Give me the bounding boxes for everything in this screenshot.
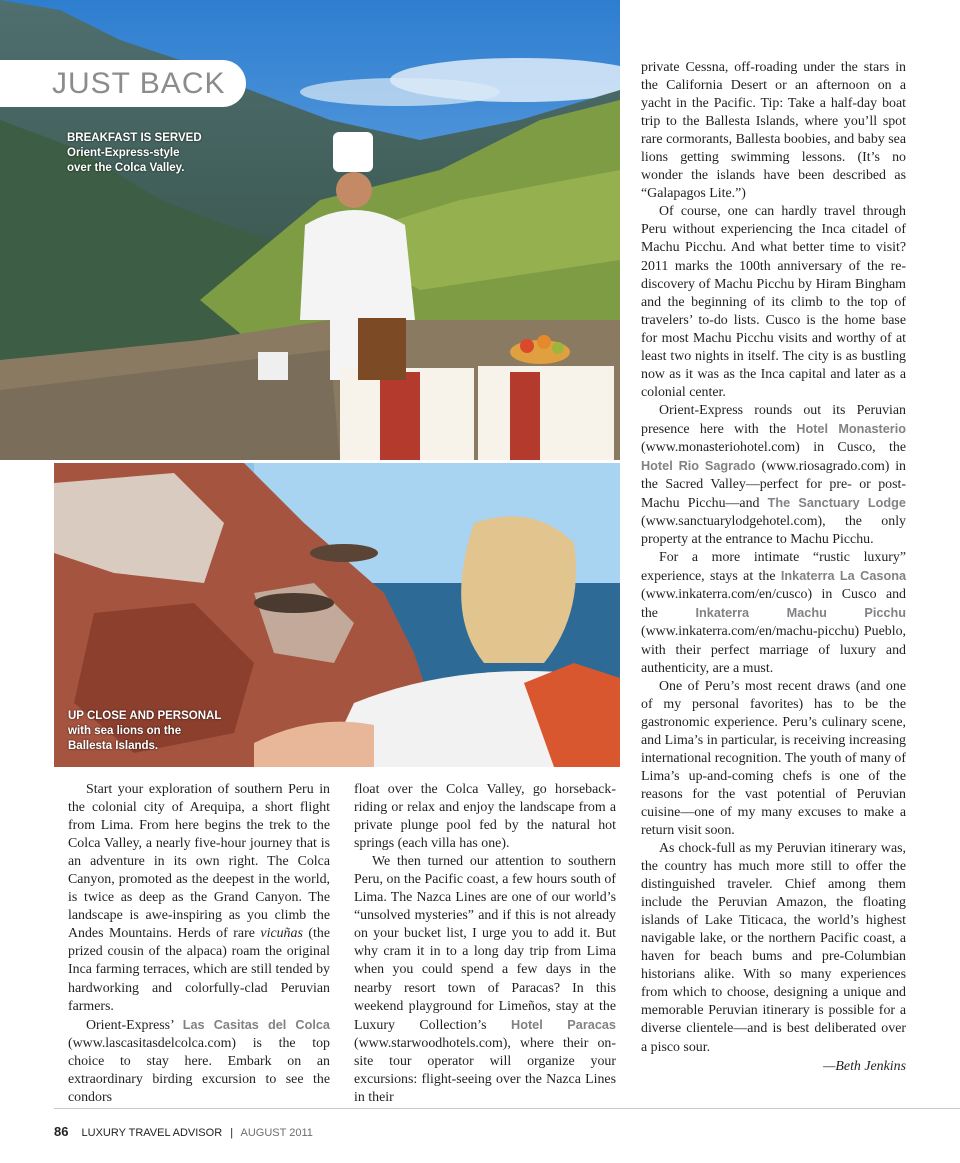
venue-name: Las Casitas del Colca	[182, 1017, 330, 1032]
paragraph: Of course, one can hardly travel through Peru without experiencing the Inca citadel of Machu Picchu. And what better time to visit? 2011 marks the 100th anniversary of the re-discovery of Machu Picchu by Hiram Bingham and the beginning of its climb to the top of travelers’ to-do lists. Cusco is the home base for most Machu Picchu visits and worthy of at least two nights in itself. The city is as bustling now as it was as the Inca capital and later as a colonial center.	[641, 204, 906, 400]
paragraph: One of Peru’s most recent draws (and one of my personal favorites) has to be the gastronomic experience. Peru’s culinary scene, and Lima’s in particular, is receiving increasing international recognition. The youth of many of Lima’s up-and-coming chefs is one of the reasons for the vast potential of Peruvian cuisine—one of my many excuses to make a return visit soon.	[641, 678, 906, 838]
magazine-name: LUXURY TRAVEL ADVISOR	[81, 1127, 223, 1139]
issue-date: AUGUST 2011	[240, 1127, 313, 1139]
paragraph: Start your exploration of southern Peru in the colonial city of Arequipa, a short flight from Lima. From here begins the trek to the Colca Valley, a nearly five-hour journey that is an adventure in its own right. The Colca Canyon, promoted as the deepest in the world, is twice as deep as the Grand Canyon. The landscape is awe-inspiring as you climb the Andes Mountains. Herds of rare vicuñas (the prized cousin of the alpaca) roam the original Inca farming terraces, which are still tended by hardworking and colorfully-clad Peruvian farmers.	[68, 782, 330, 1014]
venue-name: Hotel Rio Sagrado	[641, 459, 756, 474]
paragraph: As chock-full as my Peruvian itinerary was, the country has much more still to offer the distinguished traveler. Chief among them include the Peruvian Amazon, the floating islands of Lake Titicaca, the world’s highest navigable lake, or the northern Pacific coast, a haven for beach bums and pre-Columbian historians alike. With so many experiences from which to choose, designing a unique and memorable Peruvian itinerary is possible for a diverse clientele—and is best deliberated over a pisco sour.	[641, 841, 906, 1055]
page-number: 86	[54, 1124, 69, 1139]
venue-name: The Sanctuary Lodge	[767, 496, 906, 511]
article-column-middle	[354, 781, 616, 1107]
paragraph: private Cessna, off-roading under the stars in the California Desert or an afternoon on a yacht in the Pacific. Tip: Take a half-day boat trip to the Ballesta Islands, where you’ll spot rare cormorants, Ballesta boobies, and baby sea lions getting swimming lessons. (It’s no wonder the islands have been described as “Galapagos Lite.”)	[641, 60, 906, 202]
paragraph: We then turned our attention to southern Peru, on the Pacific coast, a few hours south of Lima. The Nazca Lines are one of our world’s “unsolved mysteries” and if this is not already on your bucket list, I urge you to add it. But why cram it in to a long day trip from Lima when you could spend a few days in the nearby resort town of Paracas? In this weekend playground for Limeños, stay at the Luxury Collection’s Hotel Paracas (www.starwoodhotels.com), where their on-site tour operator will organize your excursions: flight-seeing over the Nazca Lines in their	[354, 854, 616, 1105]
paragraph: float over the Colca Valley, go horseback-riding or relax and enjoy the landscape from a private plunge pool fed by the natural hot springs (each villa has one).	[354, 782, 616, 852]
paragraph: Orient-Express rounds out its Peruvian presence here with the Hotel Monasterio (www.monasteriohotel.com) in Cusco, the Hotel Rio Sagrado (www.riosagrado.com) in the Sacred Valley—perfect for pre- or post-Machu Picchu—and The Sanctuary Lodge (www.sanctuarylodgehotel.com), the only property at the entrance to Machu Picchu.	[641, 402, 907, 548]
caption-line: Orient-Express-style	[67, 147, 180, 159]
paragraph: Orient-Express’ Las Casitas del Colca (www.lascasitasdelcolca.com) is the top choice to stay here. Embark on an extraordinary birding excursion to see the condors	[68, 1017, 330, 1105]
paragraph: For a more intimate “rustic luxury” experience, stays at the Inkaterra La Casona (www.inkaterra.com/en/cusco) in Cusco and the Inkaterra Machu Picchu (www.inkaterra.com/en/machu-picchu) Pueblo, with their perfect marriage of luxury and authenticity, are a must.	[641, 550, 906, 676]
venue-name: Hotel Paracas	[511, 1017, 616, 1032]
section-title: JUST BACK	[0, 60, 246, 107]
article-column-right	[641, 59, 906, 1076]
page-footer	[54, 1124, 313, 1139]
caption-line: over the Colca Valley.	[67, 162, 185, 174]
caption-line: UP CLOSE AND PERSONAL	[68, 710, 222, 722]
photo-caption-breakfast	[67, 131, 202, 176]
article-column-left	[68, 781, 330, 1107]
footer-separator: |	[230, 1127, 234, 1139]
venue-name: Inkaterra Machu Picchu	[695, 606, 906, 621]
venue-name: Inkaterra La Casona	[780, 569, 906, 584]
venue-name: Hotel Monasterio	[796, 421, 907, 436]
caption-line: with sea lions on the	[68, 725, 182, 737]
author-byline: —Beth Jenkins	[823, 1058, 906, 1074]
footer-divider	[54, 1108, 960, 1109]
caption-line: BREAKFAST IS SERVED	[67, 132, 202, 144]
photo-caption-sea-lions	[68, 709, 221, 754]
caption-line: Ballesta Islands.	[68, 740, 159, 752]
